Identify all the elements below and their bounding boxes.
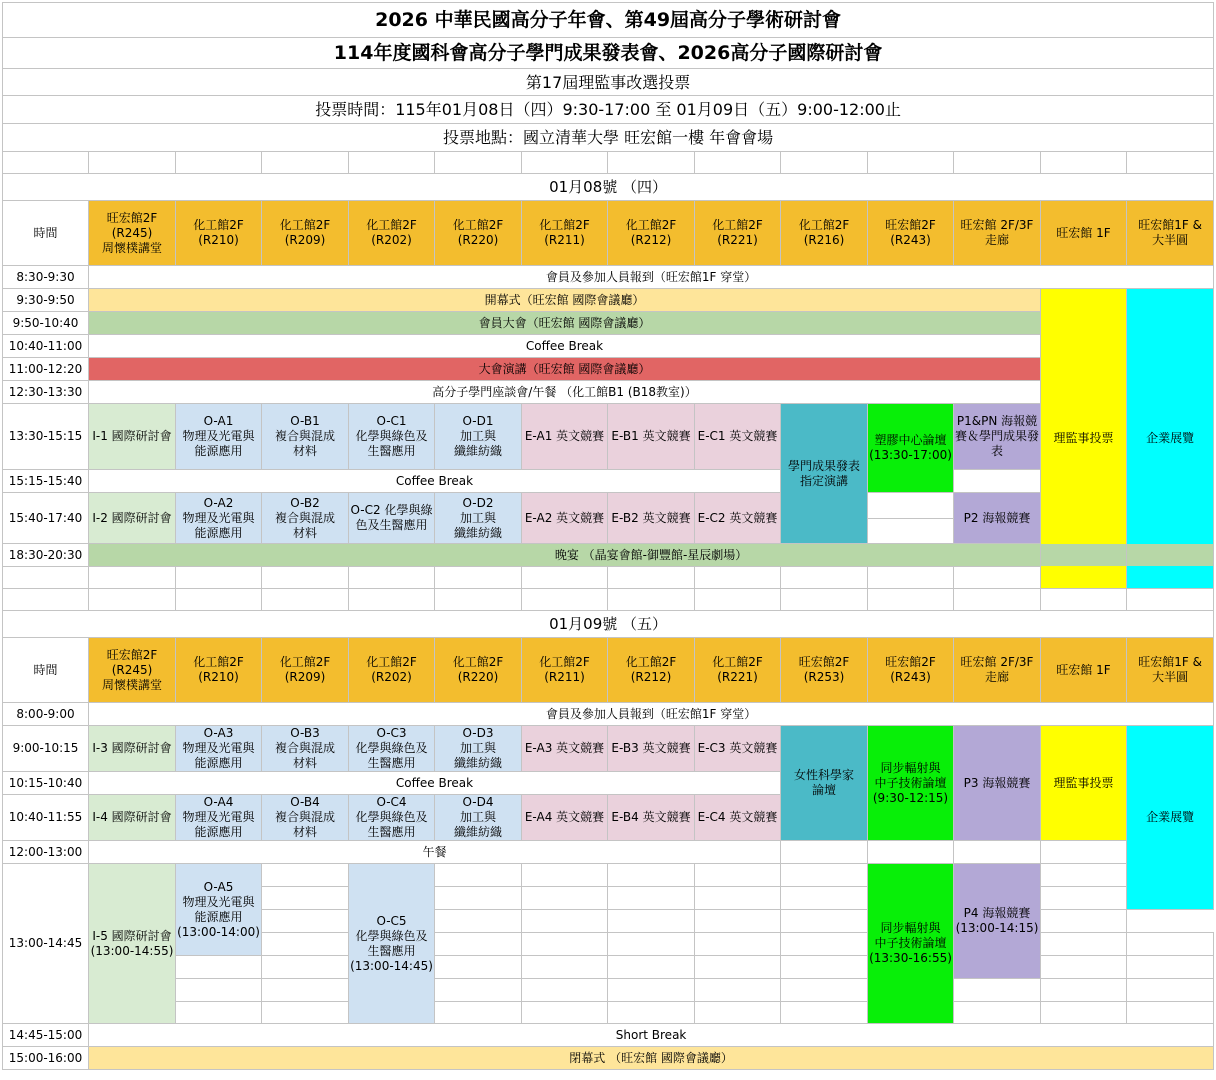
header-room: 化工館2F (R209) [262,638,349,703]
header-room: 旺宏館2F (R253) [781,638,868,703]
session-english-a: E-A2 英文競賽 [522,493,608,544]
empty-cell [176,152,262,174]
session-oral-d: O-D4 加工與 纖維紡織 [435,795,522,841]
empty-cell [695,910,781,933]
empty-cell [608,910,695,933]
empty-cell [435,910,522,933]
registration: 會員及參加人員報到（旺宏館1F 穿堂） [89,703,1214,726]
empty-cell [1127,979,1214,1002]
time-slot: 13:00-14:45 [3,864,89,1024]
empty-cell [868,589,954,611]
empty-cell [608,152,695,174]
empty-cell [781,152,868,174]
header-room: 旺宏館2F (R243) [868,638,954,703]
poster-p3: P3 海報競賽 [954,726,1041,841]
empty-cell [695,956,781,979]
header-room: 旺宏館2F (R245) 周懷樸講堂 [89,638,176,703]
general-meeting: 會員大會（旺宏館 國際會議廳） [89,312,1041,335]
empty-cell [608,589,695,611]
corporate-exhibition: 企業展覽 [1127,289,1214,589]
header-room: 化工館2F (R220) [435,201,522,266]
empty-cell [954,979,1041,1002]
day1-date-header: 01月08號 （四） [3,174,1214,201]
corporate-exhibition: 企業展覽 [1127,726,1214,910]
empty-cell [608,956,695,979]
header-room: 旺宏館 1F [1041,638,1127,703]
empty-cell [781,841,868,864]
empty-cell [176,956,262,979]
empty-cell [608,979,695,1002]
poster-p4: P4 海報競賽 (13:00-14:15) [954,864,1041,979]
empty-cell [435,567,522,589]
empty-cell [781,910,868,933]
empty-cell [954,152,1041,174]
empty-cell [1041,152,1127,174]
time-slot: 8:30-9:30 [3,266,89,289]
header-room: 化工館2F (R211) [522,201,608,266]
header-room: 化工館2F (R212) [608,638,695,703]
day2-date-header: 01月09號 （五） [3,611,1214,638]
session-english-c: E-C3 英文競賽 [695,726,781,772]
empty-cell [522,933,608,956]
empty-cell [522,864,608,887]
opening-ceremony: 開幕式（旺宏館 國際會議廳） [89,289,1041,312]
closing-ceremony: 閉幕式 （旺宏館 國際會議廳） [89,1047,1214,1070]
session-english-b: E-B3 英文競賽 [608,726,695,772]
empty-cell [435,979,522,1002]
empty-cell [695,589,781,611]
empty-cell [868,841,954,864]
empty-cell [3,589,89,611]
empty-cell [695,152,781,174]
empty-cell [1041,887,1127,910]
time-slot: 15:40-17:40 [3,493,89,544]
header-room: 旺宏館 2F/3F 走廊 [954,638,1041,703]
empty-cell [262,589,349,611]
empty-cell [435,887,522,910]
empty-cell [1041,956,1127,979]
empty-cell [435,1002,522,1024]
session-oral-b: O-B3 複合與混成 材料 [262,726,349,772]
empty-cell [89,152,176,174]
time-slot: 9:50-10:40 [3,312,89,335]
voting-time: 投票時間：115年01月08日（四）9:30-17:00 至 01月09日（五）9:00-12:00止 [3,96,1214,124]
time-slot: 13:30-15:15 [3,404,89,470]
empty-cell [349,152,435,174]
header-room: 旺宏館 1F [1041,201,1127,266]
plastic-forum: 塑膠中心論壇 (13:30-17:00) [868,404,954,493]
empty-cell [435,864,522,887]
session-international: I-5 國際研討會 (13:00-14:55) [89,864,176,1024]
lunch-forum: 高分子學門座談會/午餐 （化工館B1 (B18教室)） [89,381,1041,404]
session-oral-c: O-C1 化學與綠色及 生醫應用 [349,404,435,470]
session-international: I-1 國際研討會 [89,404,176,470]
empty-cell [868,519,954,544]
header-room: 化工館2F (R202) [349,638,435,703]
empty-cell [435,933,522,956]
empty-cell [781,933,868,956]
lunch: 午餐 [89,841,781,864]
time-slot: 11:00-12:20 [3,358,89,381]
session-international: I-3 國際研討會 [89,726,176,772]
empty-cell [349,589,435,611]
header-room: 化工館2F (R211) [522,638,608,703]
empty-cell [608,864,695,887]
empty-cell [176,979,262,1002]
session-international: I-2 國際研討會 [89,493,176,544]
empty-cell [781,1002,868,1024]
empty-cell [695,979,781,1002]
empty-cell [1041,910,1127,933]
empty-cell [695,864,781,887]
header-room: 化工館2F (R221) [695,201,781,266]
header-room: 化工館2F (R212) [608,201,695,266]
empty-cell [522,152,608,174]
empty-cell [608,567,695,589]
header-room: 化工館2F (R220) [435,638,522,703]
session-oral-c: O-C3 化學與綠色及 生醫應用 [349,726,435,772]
board-election-vote: 理監事投票 [1041,289,1127,589]
header-time: 時間 [3,638,89,703]
header-room: 化工館2F (R210) [176,201,262,266]
session-english-b: E-B2 英文競賽 [608,493,695,544]
time-slot: 18:30-20:30 [3,544,89,567]
session-oral-a: O-A2 物理及光電與 能源應用 [176,493,262,544]
empty-cell [781,956,868,979]
time-slot: 12:30-13:30 [3,381,89,404]
empty-cell [781,864,868,887]
session-international: I-4 國際研討會 [89,795,176,841]
time-slot: 14:45-15:00 [3,1024,89,1047]
session-oral-a: O-A3 物理及光電與 能源應用 [176,726,262,772]
empty-cell [349,567,435,589]
empty-cell [954,470,1041,493]
header-room: 旺宏館1F & 大半圓 [1127,638,1214,703]
empty-cell [3,567,89,589]
session-oral-a: O-A1 物理及光電與 能源應用 [176,404,262,470]
empty-cell [781,589,868,611]
empty-cell [176,1002,262,1024]
empty-cell [1127,933,1214,956]
header-room: 旺宏館1F & 大半圓 [1127,201,1214,266]
session-oral-a: O-A4 物理及光電與 能源應用 [176,795,262,841]
empty-cell [1041,1002,1127,1024]
empty-cell [435,152,522,174]
empty-cell [608,887,695,910]
empty-cell [522,589,608,611]
empty-cell [954,841,1041,864]
empty-cell [1127,152,1214,174]
plenary-lecture: 大會演講（旺宏館 國際會議廳） [89,358,1041,381]
time-slot: 15:15-15:40 [3,470,89,493]
empty-cell [522,567,608,589]
session-english-a: E-A1 英文競賽 [522,404,608,470]
time-slot: 9:30-9:50 [3,289,89,312]
voting-location: 投票地點：國立清華大學 旺宏館一樓 年會會場 [3,124,1214,152]
empty-cell [3,152,89,174]
header-room: 化工館2F (R210) [176,638,262,703]
empty-cell [522,910,608,933]
empty-cell [522,1002,608,1024]
empty-cell [1041,979,1127,1002]
empty-cell [954,1002,1041,1024]
empty-cell [608,933,695,956]
empty-cell [522,979,608,1002]
time-slot: 9:00-10:15 [3,726,89,772]
empty-cell [781,979,868,1002]
title-line-3: 第17屆理監事改選投票 [3,69,1214,96]
empty-cell [695,933,781,956]
empty-cell [262,864,349,887]
empty-cell [176,567,262,589]
title-line-1: 2026 中華民國高分子年會、第49屆高分子學術研討會 [3,3,1214,38]
empty-cell [1127,956,1214,979]
session-english-a: E-A4 英文競賽 [522,795,608,841]
session-oral-b: O-B2 複合與混成 材料 [262,493,349,544]
empty-cell [695,567,781,589]
session-oral-b: O-B4 複合與混成 材料 [262,795,349,841]
session-english-c: E-C1 英文競賽 [695,404,781,470]
title-line-2: 114年度國科會高分子學門成果發表會、2026高分子國際研討會 [3,38,1214,69]
empty-cell [435,956,522,979]
time-slot: 15:00-16:00 [3,1047,89,1070]
session-english-c: E-C4 英文競賽 [695,795,781,841]
empty-cell [868,493,954,519]
time-slot: 10:15-10:40 [3,772,89,795]
empty-cell [262,152,349,174]
session-oral-c: O-C4 化學與綠色及 生醫應用 [349,795,435,841]
session-oral-a: O-A5 物理及光電與 能源應用 (13:00-14:00) [176,864,262,956]
empty-cell [954,589,1041,611]
time-slot: 10:40-11:55 [3,795,89,841]
empty-cell [608,1002,695,1024]
session-oral-d: O-D2 加工與 纖維紡織 [435,493,522,544]
header-room: 化工館2F (R209) [262,201,349,266]
empty-cell [262,1002,349,1024]
session-english-b: E-B4 英文競賽 [608,795,695,841]
registration: 會員及參加人員報到（旺宏館1F 穿堂） [89,266,1214,289]
session-oral-d: O-D1 加工與 纖維紡織 [435,404,522,470]
poster-p2: P2 海報競賽 [954,493,1041,544]
empty-cell [262,979,349,1002]
empty-cell [176,589,262,611]
header-time: 時間 [3,201,89,266]
poster-p1: P1&PN 海報競賽＆學門成果發表 [954,404,1041,470]
empty-cell [262,933,349,956]
empty-cell [89,567,176,589]
synchrotron-forum-pm: 同步輻射與 中子技術論壇 (13:30-16:55) [868,864,954,1024]
banquet: 晚宴 （晶宴會館-御豐館-星辰劇場） [89,544,1214,567]
empty-cell [1041,933,1127,956]
empty-cell [781,567,868,589]
empty-cell [262,956,349,979]
empty-cell [522,887,608,910]
coffee-break: Coffee Break [89,772,781,795]
empty-cell [435,589,522,611]
coffee-break: Coffee Break [89,470,781,493]
empty-cell [868,567,954,589]
empty-cell [262,910,349,933]
board-election-vote: 理監事投票 [1041,726,1127,841]
session-oral-b: O-B1 複合與混成 材料 [262,404,349,470]
empty-cell [1127,589,1214,611]
coffee-break: Coffee Break [89,335,1041,358]
empty-cell [1127,1002,1214,1024]
empty-cell [262,567,349,589]
empty-cell [262,887,349,910]
header-room: 化工館2F (R221) [695,638,781,703]
empty-cell [1041,841,1127,864]
header-room: 旺宏館2F (R243) [868,201,954,266]
women-scientist-forum: 女性科學家 論壇 [781,726,868,841]
time-slot: 8:00-9:00 [3,703,89,726]
empty-cell [89,589,176,611]
schedule-table [2,2,1214,1070]
session-oral-d: O-D3 加工與 纖維紡織 [435,726,522,772]
session-english-a: E-A3 英文競賽 [522,726,608,772]
header-room: 旺宏館 2F/3F 走廊 [954,201,1041,266]
achievement-lecture: 學門成果發表 指定演講 [781,404,868,544]
empty-cell [1041,864,1127,887]
empty-cell [781,887,868,910]
session-english-b: E-B1 英文競賽 [608,404,695,470]
time-slot: 12:00-13:00 [3,841,89,864]
header-room: 化工館2F (R202) [349,201,435,266]
session-oral-c: O-C2 化學與綠色及生醫應用 [349,493,435,544]
session-oral-c: O-C5 化學與綠色及 生醫應用 (13:00-14:45) [349,864,435,1024]
empty-cell [695,887,781,910]
session-english-c: E-C2 英文競賽 [695,493,781,544]
empty-cell [1041,589,1127,611]
header-room: 旺宏館2F (R245) 周懷樸講堂 [89,201,176,266]
empty-cell [868,152,954,174]
empty-cell [695,1002,781,1024]
time-slot: 10:40-11:00 [3,335,89,358]
empty-cell [954,567,1041,589]
empty-cell [522,956,608,979]
synchrotron-forum-am: 同步輻射與 中子技術論壇 (9:30-12:15) [868,726,954,841]
header-room: 化工館2F (R216) [781,201,868,266]
short-break: Short Break [89,1024,1214,1047]
